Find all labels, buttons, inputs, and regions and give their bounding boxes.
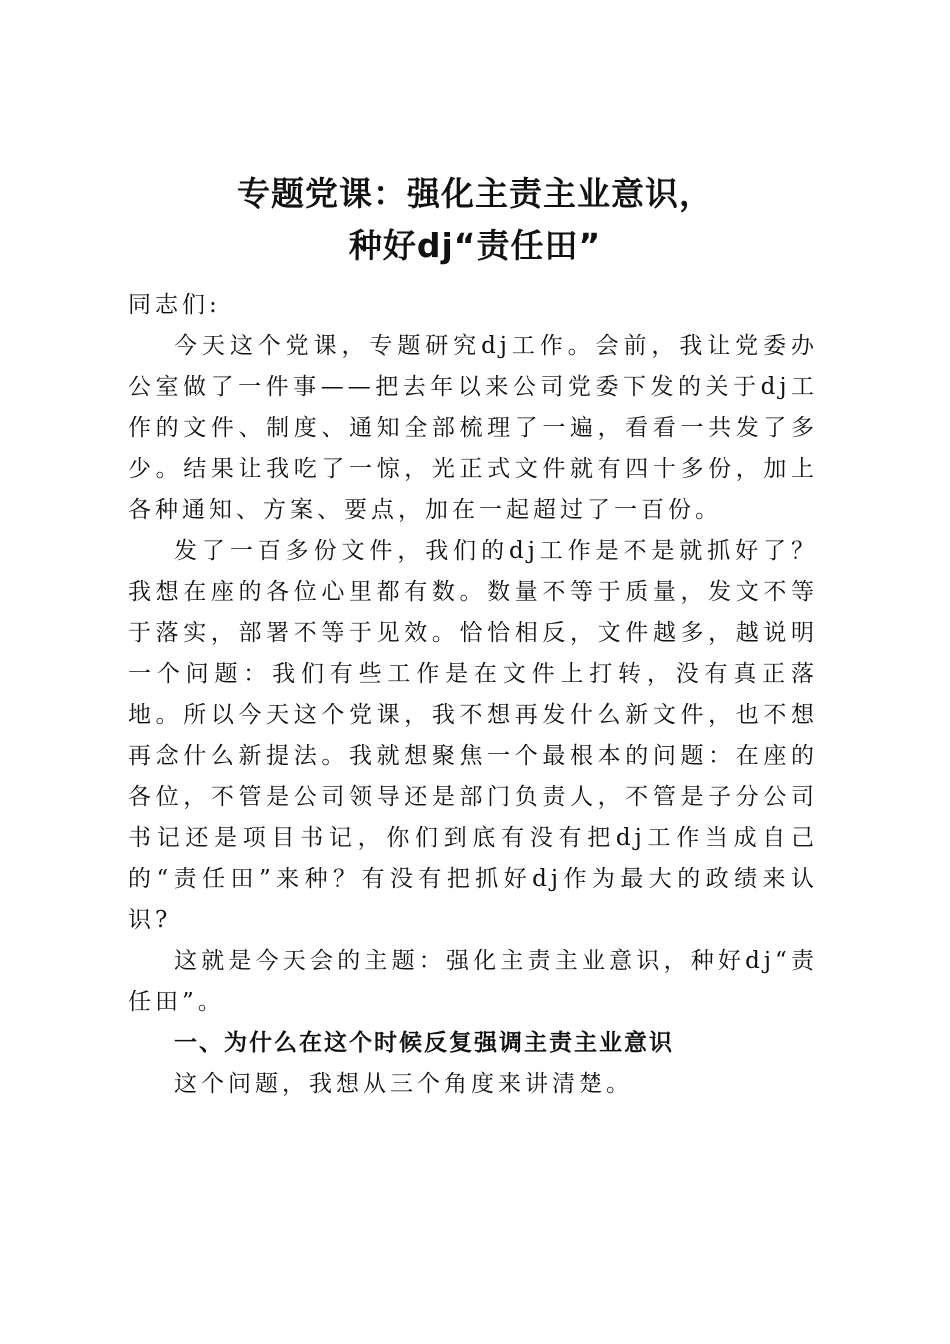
section-heading: 一、为什么在这个时候反复强调主责主业意识 xyxy=(174,1030,674,1056)
paragraph-3: 这就是今天会的主题：强化主责主业意识，种好dj“责任田”。 xyxy=(128,948,818,1015)
paragraph-1: 今天这个党课，专题研究dj工作。会前，我让党委办公室做了一件事——把去年以来公司党委下发的关于dj工作的文件、制度、通知全部梳理了一遍，看看一共发了多少。结果让我吃了一惊，光正式文件就有四十多份，加上各种通知、方案、要点，加在一起超过了一百份。 xyxy=(128,333,818,523)
document-body xyxy=(128,285,818,1105)
title-line-2: 种好dj“责任田” xyxy=(348,226,602,265)
title-line-1: 专题党课：强化主责主业意识， xyxy=(237,174,713,213)
salutation: 同志们: xyxy=(128,292,221,318)
document-title xyxy=(0,168,950,272)
section-paragraph: 这个问题，我想从三个角度来讲清楚。 xyxy=(174,1071,633,1097)
paragraph-2: 发了一百多份文件，我们的dj工作是不是就抓好了？我想在座的各位心里都有数。数量不等于质量，发文不等于落实，部署不等于见效。恰恰相反，文件越多，越说明一个问题：我们有些工作是在文件上打转，没有真正落地。所以今天这个党课，我不想再发什么新文件，也不想再念什么新提法。我就想聚焦一个最根本的问题：在座的各位，不管是公司领导还是部门负责人，不管是子分公司书记还是项目书记，你们到底有没有把dj工作当成自己的“责任田”来种？有没有把抓好dj作为最大的政绩来认识? xyxy=(128,538,818,933)
